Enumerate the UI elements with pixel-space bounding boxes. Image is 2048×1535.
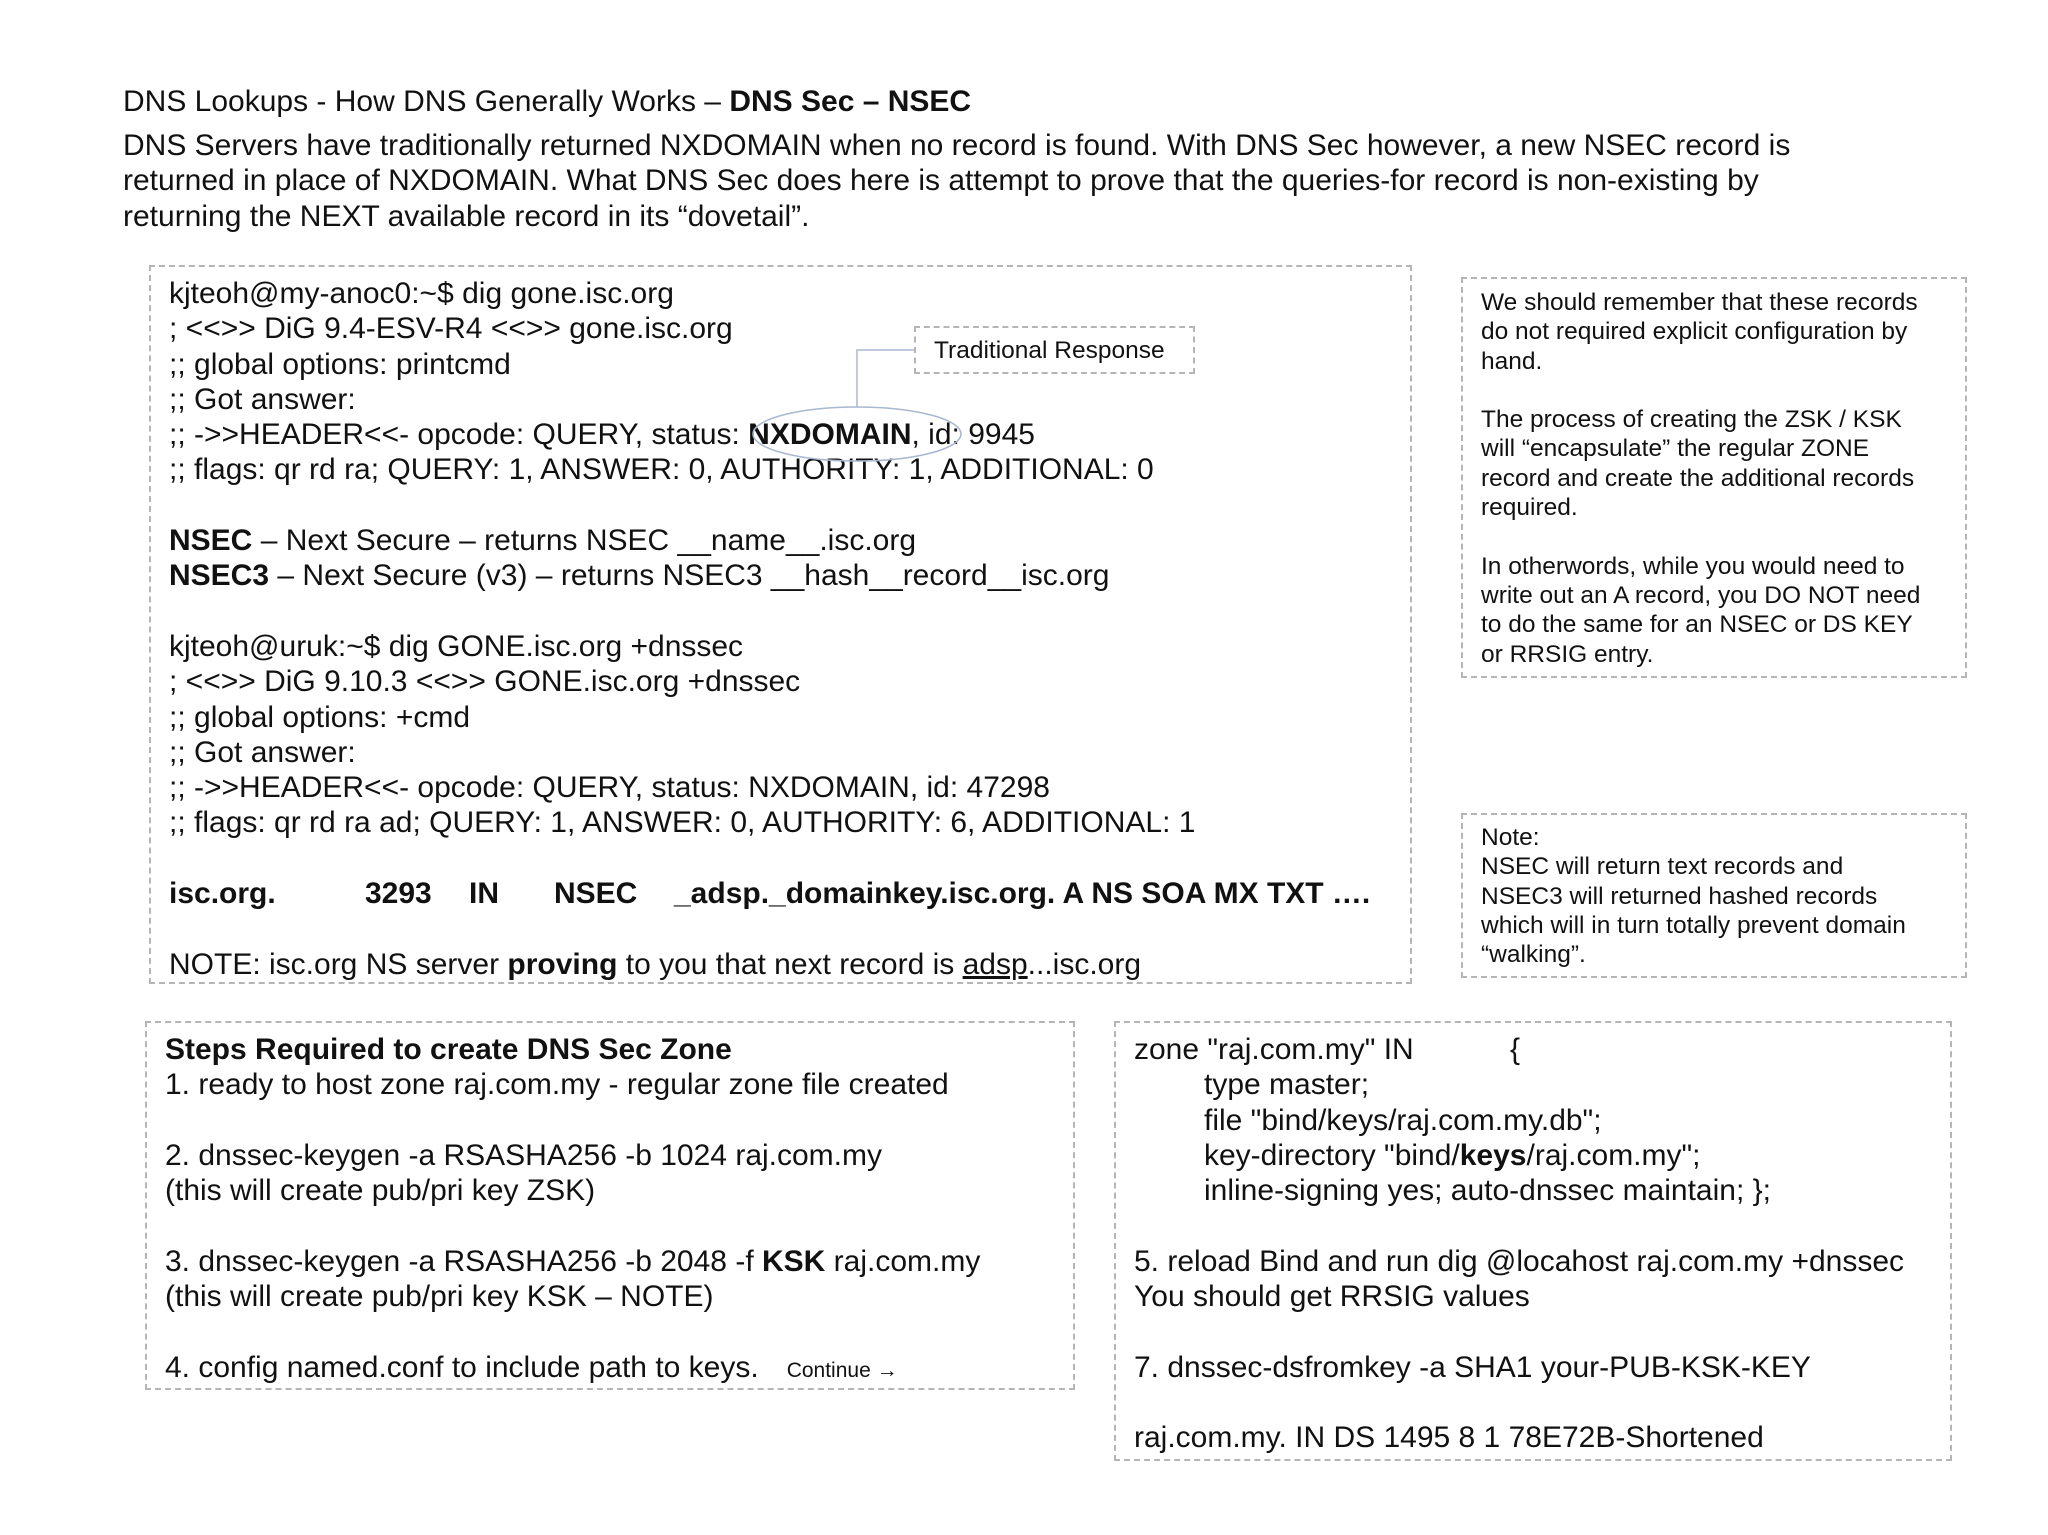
- terminal-line: kjteoh@my-anoc0:~$ dig gone.isc.org: [169, 277, 674, 310]
- header-text: ;; ->>HEADER<<- opcode: QUERY, status:: [169, 418, 749, 452]
- nsec-term: NSEC: [169, 524, 253, 558]
- terminal-line: ;; Got answer:: [169, 735, 356, 769]
- step-text: raj.com.my: [825, 1244, 981, 1278]
- terminal-line: ;; Got answer:: [169, 382, 356, 416]
- terminal-line: ;; global options: +cmd: [169, 700, 471, 734]
- terminal-line: ;; flags: qr rd ra ad; QUERY: 1, ANSWER: 0, AUTHORITY: 6, ADDITIONAL: 1: [169, 806, 1196, 840]
- record-data: _adsp._domainkey.isc.org. A NS SOA MX TXT ….: [674, 877, 1371, 911]
- note-text: NOTE: isc.org NS server: [169, 947, 508, 981]
- side-note-line: will “encapsulate” the regular ZONE: [1481, 435, 1870, 463]
- title-plain: DNS Lookups - How DNS Generally Works –: [123, 85, 730, 118]
- config-line: inline-signing yes; auto-dnssec maintain; };: [1204, 1174, 1771, 1208]
- note-text: to you that next record is: [617, 947, 963, 981]
- config-line: You should get RRSIG values: [1134, 1280, 1530, 1314]
- config-line: file "bind/keys/raj.com.my.db";: [1204, 1103, 1602, 1137]
- side-note-line: NSEC will return text records and: [1481, 853, 1844, 881]
- callout-label: Traditional Response: [934, 337, 1165, 364]
- record-ttl: 3293: [365, 877, 432, 911]
- nsec3-desc: – Next Secure (v3) – returns NSEC3 __hash__record__isc.org: [269, 559, 1110, 593]
- step-line: [165, 1350, 980, 1385]
- side-note-configuration: [1461, 277, 1967, 678]
- config-line: [1134, 1032, 1904, 1067]
- step-line: (this will create pub/pri key KSK – NOTE): [165, 1280, 714, 1314]
- terminal-line: ;; ->>HEADER<<- opcode: QUERY, status: NXDOMAIN, id: 47298: [169, 771, 1050, 805]
- config-line: 7. dnssec-dsfromkey -a SHA1 your-PUB-KSK-KEY: [1134, 1350, 1811, 1384]
- nxdomain-highlight-ellipse: [753, 407, 961, 461]
- terminal-line: ; <<>> DiG 9.4-ESV-R4 <<>> gone.isc.org: [169, 312, 733, 346]
- steps-box: [145, 1021, 1075, 1390]
- side-note-line: do not required explicit configuration by: [1481, 318, 1908, 346]
- keys-term: keys: [1459, 1138, 1527, 1172]
- config-line: 5. reload Bind and run dig @locahost raj.com.my +dnssec: [1134, 1244, 1905, 1278]
- zone-brace: {: [1510, 1033, 1521, 1066]
- step-text: 3. dnssec-keygen -a RSASHA256 -b 2048 -f: [165, 1244, 762, 1278]
- config-line: type master;: [1204, 1068, 1370, 1102]
- steps-heading: Steps Required to create DNS Sec Zone: [165, 1033, 732, 1066]
- note-adsp: adsp: [962, 947, 1028, 981]
- side-note-line: NSEC3 will returned hashed records: [1481, 882, 1878, 910]
- step-line: [165, 1244, 980, 1279]
- side-note-line: record and create the additional records: [1481, 464, 1915, 492]
- steps-text: [165, 1032, 980, 1385]
- config-text: key-directory "bind/: [1204, 1138, 1460, 1172]
- record-type: NSEC: [554, 877, 638, 911]
- intro-line: returning the NEXT available record in its “dovetail”.: [123, 199, 810, 233]
- intro-line: returned in place of NXDOMAIN. What DNS Sec does here is attempt to prove that the queries-for record is non-existing by: [123, 164, 1759, 198]
- continue-link[interactable]: Continue →: [786, 1358, 898, 1382]
- config-text: [1134, 1032, 1904, 1456]
- side-note-line: write out an A record, you DO NOT need: [1481, 581, 1921, 609]
- side-note-text: [1481, 823, 1906, 969]
- step-line: 2. dnssec-keygen -a RSASHA256 -b 1024 raj.com.my: [165, 1138, 882, 1172]
- terminal-line: ;; flags: qr rd ra; QUERY: 1, ANSWER: 0, AUTHORITY: 1, ADDITIONAL: 0: [169, 453, 1154, 487]
- intro-line: DNS Servers have traditionally returned NXDOMAIN when no record is found. With DNS Sec however, a new NSEC record is: [123, 129, 1791, 162]
- title-bold: DNS Sec – NSEC: [729, 85, 972, 118]
- record-class: IN: [469, 877, 499, 911]
- terminal-line: ;; global options: printcmd: [169, 347, 511, 381]
- side-note-line: which will in turn totally prevent domain: [1481, 911, 1906, 939]
- config-line: [1134, 1138, 1904, 1173]
- nsec-desc: – Next Secure – returns NSEC __name__.isc.org: [252, 524, 917, 558]
- nsec3-term: NSEC3: [169, 559, 270, 593]
- side-note-line: or RRSIG entry.: [1481, 640, 1654, 668]
- note-proving: proving: [507, 947, 618, 981]
- step-text: 4. config named.conf to include path to keys.: [165, 1350, 759, 1384]
- named-conf-box: [1114, 1021, 1952, 1461]
- nxdomain-status: NXDOMAIN: [748, 418, 912, 452]
- step-line: (this will create pub/pri key ZSK): [165, 1174, 596, 1208]
- zone-decl: zone "raj.com.my" IN: [1134, 1033, 1414, 1066]
- traditional-response-callout: [914, 326, 1195, 374]
- ksk-term: KSK: [761, 1244, 826, 1278]
- side-note-line: to do the same for an NSEC or DS KEY: [1481, 611, 1913, 639]
- side-note-text: [1481, 288, 1920, 669]
- record-name: isc.org.: [169, 877, 276, 911]
- terminal-line: kjteoh@uruk:~$ dig GONE.isc.org +dnssec: [169, 629, 744, 663]
- note-text: ...isc.org: [1027, 947, 1142, 981]
- side-note-line: The process of creating the ZSK / KSK: [1481, 406, 1902, 434]
- side-note-line: In otherwords, while you would need to: [1481, 552, 1905, 580]
- step-line: 1. ready to host zone raj.com.my - regular zone file created: [165, 1068, 949, 1102]
- ds-record-line: raj.com.my. IN DS 1495 8 1 78E72B-Shortened: [1134, 1421, 1764, 1455]
- side-note-line: We should remember that these records: [1481, 289, 1918, 316]
- side-note-nsec3: [1461, 813, 1967, 978]
- header-id: , id: 9945: [911, 418, 1035, 452]
- side-note-line: required.: [1481, 494, 1578, 522]
- side-note-line: Note:: [1481, 824, 1540, 851]
- side-note-line: “walking”.: [1481, 941, 1586, 969]
- config-text: /raj.com.my";: [1526, 1138, 1701, 1172]
- callout-line: [857, 350, 914, 407]
- terminal-line: ; <<>> DiG 9.10.3 <<>> GONE.isc.org +dnssec: [169, 665, 801, 699]
- side-note-line: hand.: [1481, 347, 1543, 375]
